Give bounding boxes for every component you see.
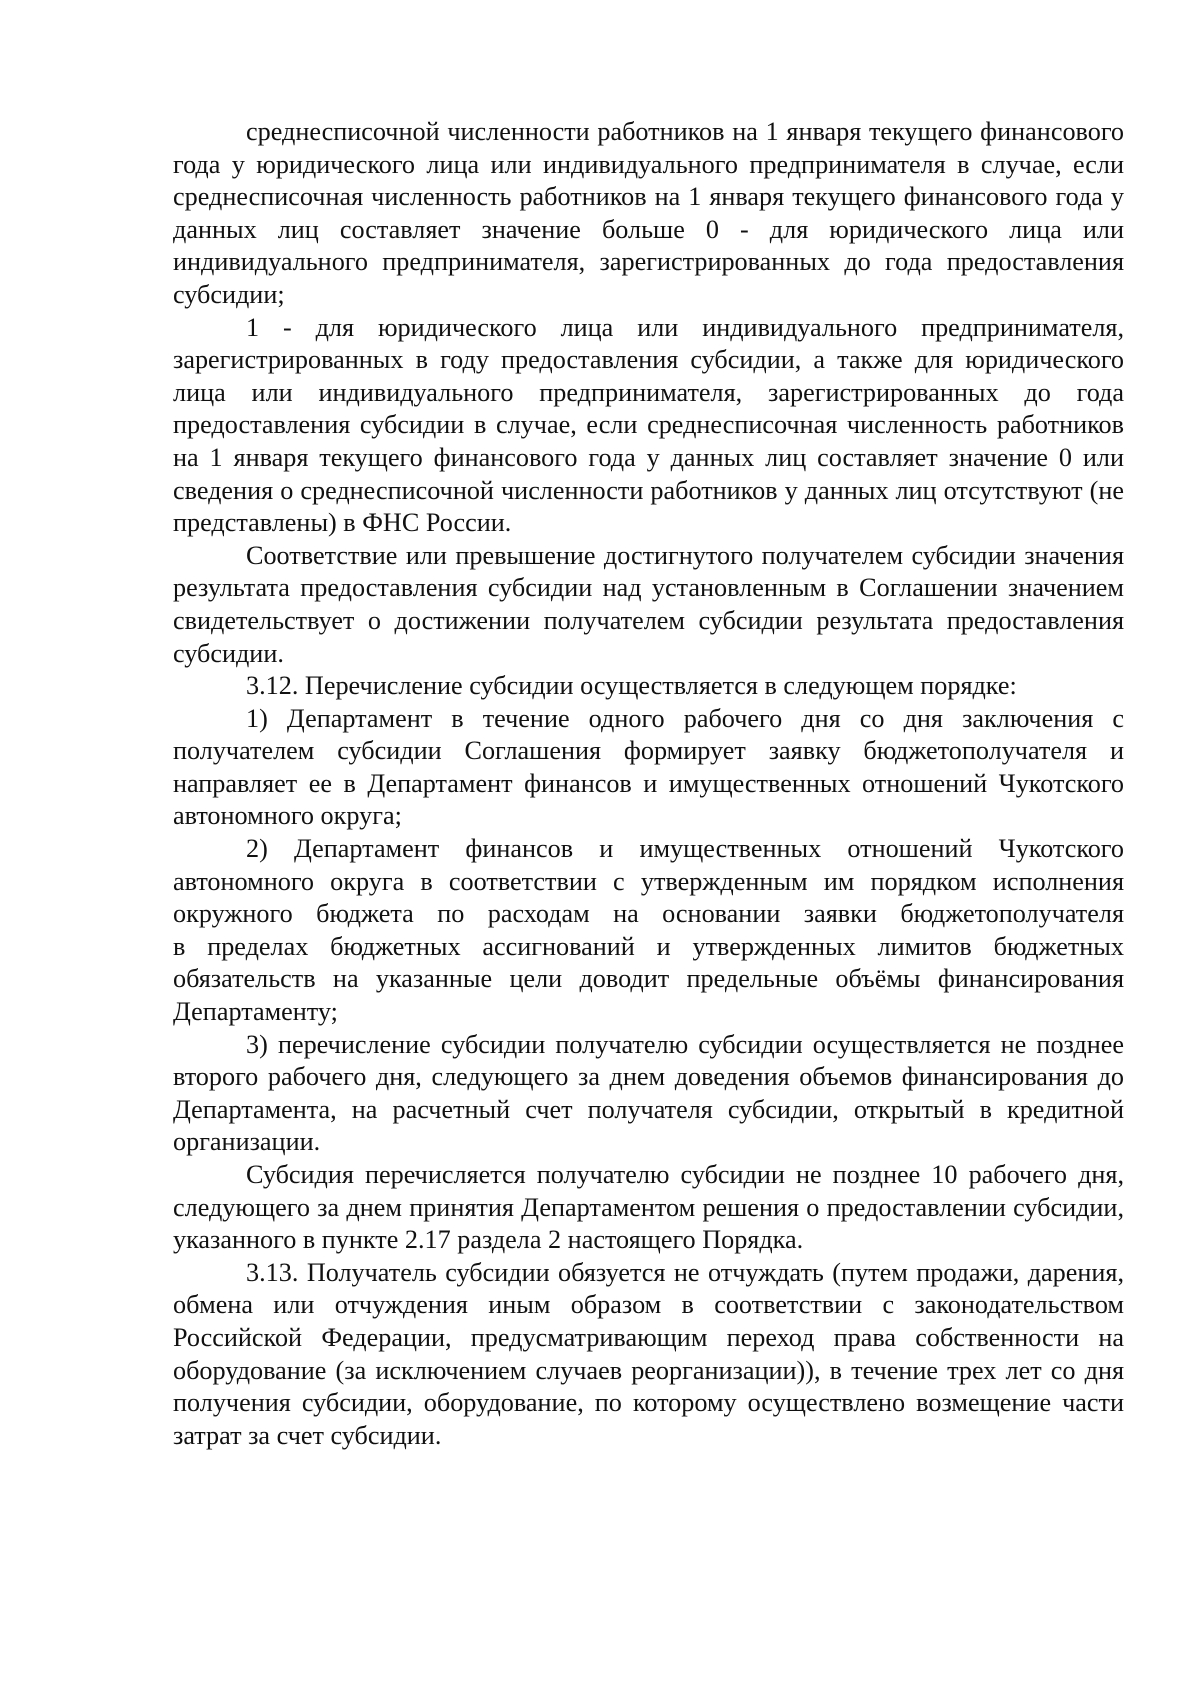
paragraph-item-1: 1) Департамент в течение одного рабочего дня со дня заключения с получателем субсидии Соглашения формирует заявку бюджетополучателя и направляет ее в Департамент финансов и имущественных отношений Чукотского автономного округа; [173,703,1124,831]
paragraph-item-3: 3) перечисление субсидии получателю субсидии осуществляется не позднее второго рабочего дня, следующего за днем доведения объемов финансирования до Департамента, на расчетный счет получателя субсидии, открытый в кредитной организации. [173,1029,1124,1157]
paragraph-transfer-deadline: Субсидия перечисляется получателю субсидии не позднее 10 рабочего дня, следующего за днем принятия Департаментом решения о предоставлении субсидии, указанного в пункте 2.17 раздела 2 настоящего Порядка. [173,1160,1124,1255]
paragraph-item-2-continuation: в пределах бюджетных ассигнований и утвержденных лимитов бюджетных обязательств на указанные цели доводит предельные объёмы финансирования Департаменту; [173,931,1124,1027]
paragraph-average-headcount-continuation: среднесписочной численности работников на 1 января текущего финансового года у юридического лица или индивидуального предпринимателя в случае, если среднесписочная численность работников на 1 января текущего финансового года у данных лиц составляет значение больше 0 - для юридического лица или индивидуального предпринимателя, зарегистрированных до года предоставления субсидии; [173,117,1124,309]
document-page [173,116,1124,1452]
paragraph-value-one-condition: 1 - для юридического лица или индивидуального предпринимателя, зарегистрированных в году предоставления субсидии, а также для юридического лица или индивидуального предпринимателя, зарегистрированных до года предоставления субсидии в случае, если среднесписочная численность работников на 1 января текущего финансового года у данных лиц составляет значение 0 или сведения о среднесписочной численности работников у данных лиц отсутствуют (не представлены) в ФНС России. [173,312,1124,538]
paragraph-section-3-13: 3.13. Получатель субсидии обязуется не отчуждать (путем продажи, дарения, обмена или отчуждения иным образом в соответствии с законодательством Российской Федерации, предусматривающим переход права собственности на оборудование (за исключением случаев реорганизации)), в течение трех лет со дня получения субсидии, оборудование, по которому осуществлено возмещение части затрат за счет субсидии. [173,1257,1124,1450]
paragraph-section-3-12: 3.12. Перечисление субсидии осуществляется в следующем порядке: [246,671,1017,701]
paragraph-result-compliance: Соответствие или превышение достигнутого получателем субсидии значения результата предоставления субсидии над установленным в Соглашении значением свидетельствует о достижении получателем субсидии результата предоставления субсидии. [173,540,1124,668]
paragraph-item-2: 2) Департамент финансов и имущественных отношений Чукотского автономного округа в соответствии с утвержденным им порядком исполнения окружного бюджета по расходам на основании заявки бюджетополучателя [173,834,1124,929]
